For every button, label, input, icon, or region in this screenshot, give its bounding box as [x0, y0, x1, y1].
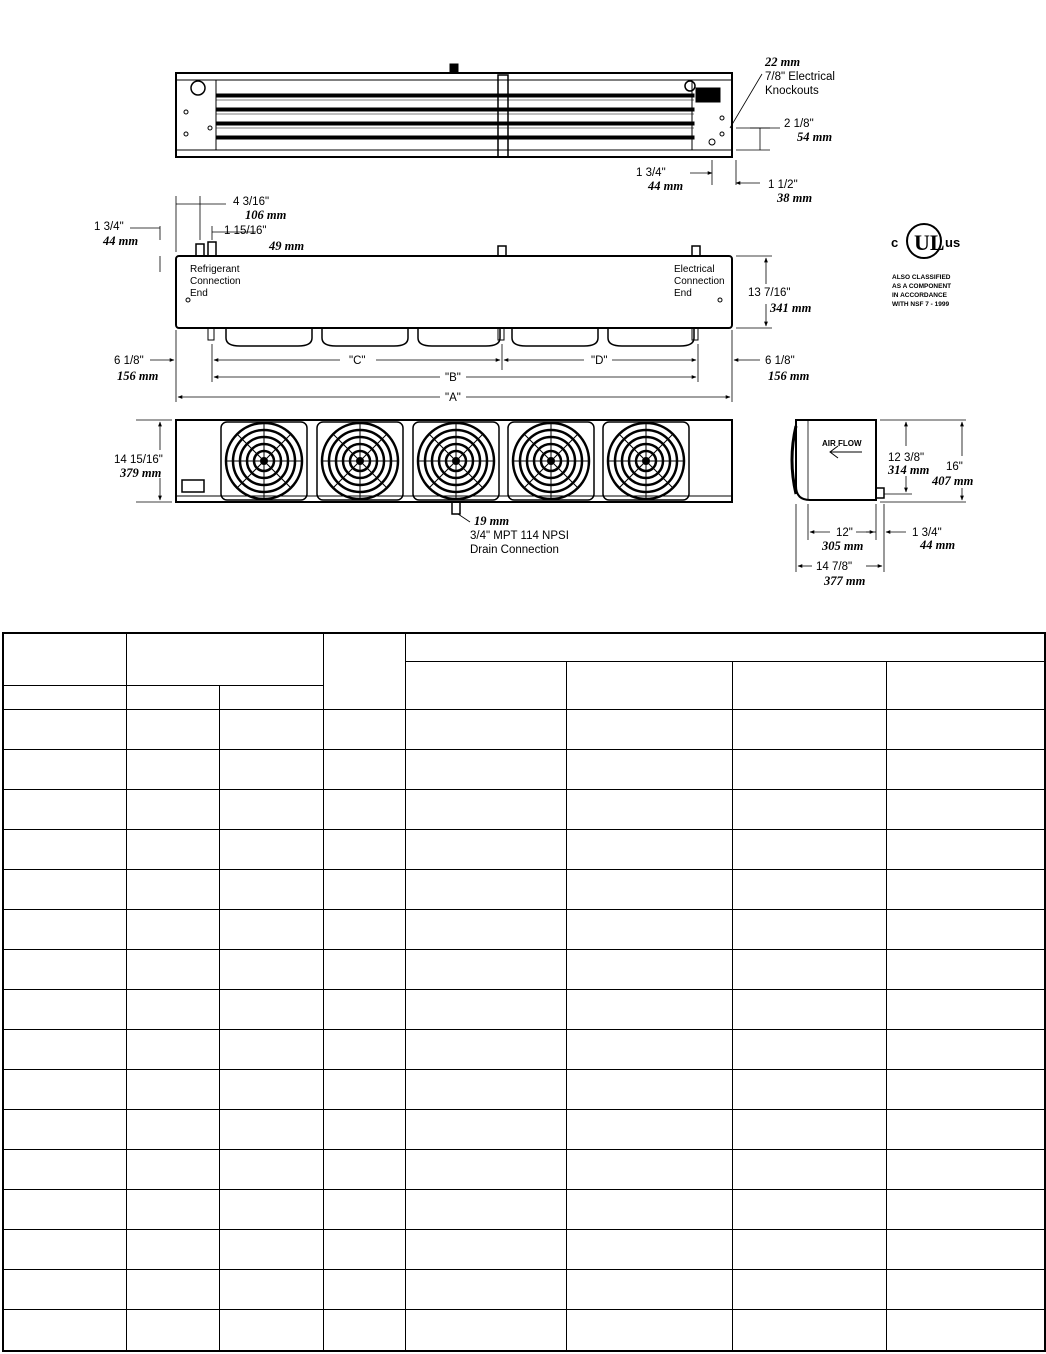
dim-14-7-8-in: 14 7/8"	[816, 561, 853, 573]
dim-d: "D"	[591, 355, 608, 367]
dim-49-mm: 49 mm	[269, 239, 305, 253]
knockout-label-1: 7/8" Electrical	[765, 71, 835, 83]
dim-341-mm: 341 mm	[770, 301, 812, 315]
header-cell	[732, 661, 886, 709]
dim-6-1-8-in-left: 6 1/8"	[114, 355, 144, 367]
table-row	[3, 1229, 1045, 1269]
unit-dimension-drawing	[0, 0, 1046, 630]
drain-mm: 19 mm	[474, 514, 510, 528]
dim-44-mm-side: 44 mm	[920, 538, 956, 552]
dim-54-mm: 54 mm	[797, 130, 833, 144]
dim-b: "B"	[445, 372, 461, 384]
knockout-label-2: Knockouts	[765, 85, 819, 97]
ul-line-3: IN ACCORDANCE	[892, 292, 948, 299]
table-header-row-1	[3, 633, 1045, 661]
dim-44-mm-top: 44 mm	[648, 179, 684, 193]
dim-377-mm: 377 mm	[824, 574, 866, 588]
table-row	[3, 1149, 1045, 1189]
header-cell	[3, 633, 126, 685]
refrigerant-label-1: Refrigerant	[190, 264, 240, 275]
ul-us-text: us	[945, 235, 961, 250]
dim-14-15-16-in: 14 15/16"	[114, 454, 163, 466]
dim-1-3-4-in-front: 1 3/4"	[94, 221, 124, 233]
table-row	[3, 1269, 1045, 1309]
dim-379-mm: 379 mm	[120, 466, 162, 480]
ul-c-text: c	[891, 235, 899, 250]
header-cell	[405, 661, 566, 709]
table-row	[3, 1309, 1045, 1351]
ul-line-2: AS A COMPONENT	[892, 283, 952, 290]
dim-16-in: 16"	[946, 461, 963, 473]
airflow-label: AIR FLOW	[822, 439, 862, 448]
header-cell	[126, 633, 323, 685]
table-row	[3, 829, 1045, 869]
knockout-mm: 22 mm	[765, 55, 801, 69]
drain-label-2: Drain Connection	[470, 544, 559, 556]
table-row	[3, 789, 1045, 829]
dim-c: "C"	[349, 355, 366, 367]
dim-12-3-8-in: 12 3/8"	[888, 452, 925, 464]
electrical-label-2: Connection	[674, 276, 725, 287]
dim-407-mm: 407 mm	[932, 474, 974, 488]
dim-156-mm-right: 156 mm	[768, 369, 810, 383]
table-row	[3, 1189, 1045, 1229]
dim-156-mm-left: 156 mm	[117, 369, 159, 383]
dim-1-3-4-in-top: 1 3/4"	[636, 167, 666, 179]
electrical-label-3: End	[674, 288, 692, 299]
dim-4-3-16-in: 4 3/16"	[233, 196, 270, 208]
dim-38-mm: 38 mm	[777, 191, 813, 205]
header-cell	[566, 661, 732, 709]
dim-305-mm: 305 mm	[822, 539, 864, 553]
table-row	[3, 709, 1045, 749]
dim-1-1-2-in: 1 1/2"	[768, 179, 798, 191]
refrigerant-label-3: End	[190, 288, 208, 299]
top-view	[176, 64, 780, 185]
ul-mark-text: UL	[914, 230, 945, 255]
dim-2-1-8-in: 2 1/8"	[784, 118, 814, 130]
ul-listing-mark	[891, 224, 960, 308]
fan-view	[136, 420, 732, 522]
dim-a: "A"	[445, 392, 461, 404]
dim-12-in: 12"	[836, 527, 853, 539]
table-row	[3, 1109, 1045, 1149]
refrigerant-label-2: Connection	[190, 276, 241, 287]
table-row	[3, 949, 1045, 989]
dim-13-7-16-in: 13 7/16"	[748, 287, 791, 299]
drain-label-1: 3/4" MPT 114 NPSI	[470, 530, 569, 542]
dim-1-3-4-in-side: 1 3/4"	[912, 527, 942, 539]
ul-line-4: WITH NSF 7 - 1999	[892, 301, 950, 308]
dim-106-mm: 106 mm	[245, 208, 287, 222]
header-cell	[405, 633, 1045, 661]
ul-line-1: ALSO CLASSIFIED	[892, 274, 951, 281]
dim-314-mm: 314 mm	[888, 463, 930, 477]
dim-44-mm-front: 44 mm	[103, 234, 139, 248]
header-cell	[219, 685, 323, 709]
table-row	[3, 869, 1045, 909]
electrical-label-1: Electrical	[674, 264, 715, 275]
specification-table	[2, 632, 1046, 1352]
table-row	[3, 1029, 1045, 1069]
table-row	[3, 909, 1045, 949]
dim-1-15-16-in: 1 15/16"	[224, 225, 267, 237]
table-row	[3, 989, 1045, 1029]
header-cell	[3, 685, 126, 709]
table-row	[3, 749, 1045, 789]
header-cell	[323, 633, 405, 709]
header-cell	[126, 685, 219, 709]
dim-6-1-8-in-right: 6 1/8"	[765, 355, 795, 367]
header-cell	[886, 661, 1045, 709]
table-row	[3, 1069, 1045, 1109]
